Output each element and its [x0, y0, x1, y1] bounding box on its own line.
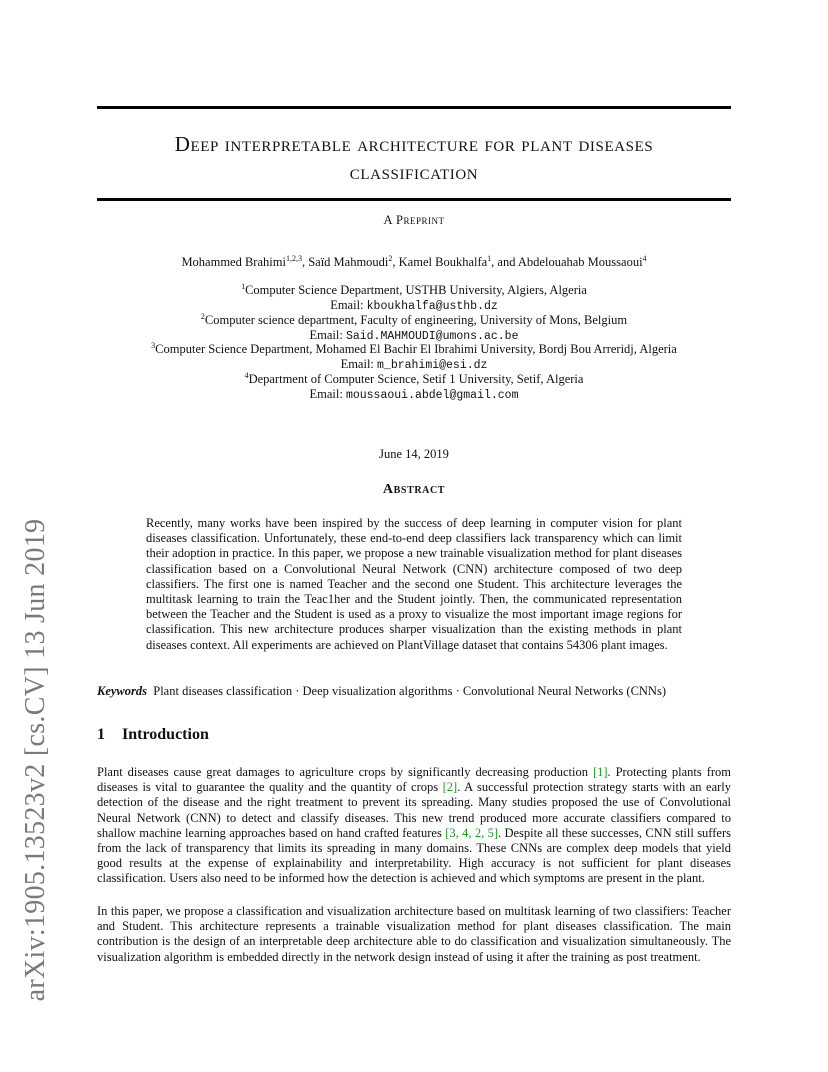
affiliation-marker: 1	[241, 281, 246, 291]
email-address[interactable]: moussaoui.abdel@gmail.com	[345, 388, 519, 402]
publication-date: June 14, 2019	[379, 447, 449, 461]
title-bottom-rule	[97, 198, 731, 201]
keywords-label: Keywords	[97, 684, 147, 698]
email-label: Email:	[330, 297, 367, 312]
section-number: 1	[97, 726, 105, 743]
paragraph-text: . Despite all these successes, CNN still suffers from the lack of transparency that limits its spreading in many domains. These CNNs are complex deep models that yield good results at the expense of explainability and interpretability. High accuracy is not sufficient for plant diseases classification. Users also need to be informed how the detection is achieved and which symptoms are present in the plant.	[97, 825, 731, 886]
affiliation-name: Computer Science Department, Mohamed El Bachir El Ibrahimi University, Bordj Bou Arreridj, Algeria	[155, 342, 677, 356]
introduction-paragraph-2: In this paper, we propose a classification and visualization architecture based on multitask learning of two classifiers: Teacher and Student. This architecture represents a trainable visualization method for plant diseases classification. The main contribution is the design of an interpretable deep architecture able to do classification and visualization simultaneously. The visualization algorithm is embedded directly in the network design instead of using it after the training as post treatment.	[97, 904, 731, 964]
affiliation-marker: 2	[200, 311, 205, 321]
paragraph-text: . A successful protection strategy starts with an early detection of the disease and the right treatment to prevent its spreading. Many studies proposed the use of Convolutional Neural Network (CNN) to detect and classify diseases. This new trend produced more accurate classifiers compared to shallow machine learning approaches based on hand crafted features	[97, 780, 732, 840]
preprint-label: A Preprint	[383, 213, 445, 227]
paragraph-text: . Protecting plants from diseases is vital to guarantee the quality and the quantity of crops	[97, 765, 731, 795]
keywords-line	[97, 684, 737, 699]
email-label: Email:	[340, 356, 378, 371]
paper-title-line-2: classification	[349, 160, 479, 184]
section-title: Introduction	[122, 726, 209, 743]
affiliation-2	[97, 313, 731, 345]
paper-title-line-1: Deep interpretable architecture for plant diseases	[174, 132, 654, 156]
citation-link[interactable]: [1]	[592, 765, 608, 779]
affiliation-1	[97, 283, 731, 315]
affiliation-3	[97, 342, 731, 374]
author-name: Abdelouahab Moussaoui	[517, 255, 643, 269]
email-address[interactable]: kboukhalfa@usthb.dz	[366, 299, 498, 313]
author-affiliation-marker: 1	[487, 253, 492, 263]
abstract-text: Recently, many works have been inspired by the success of deep learning in computer vision for plant diseases classification. Unfortunately, these end-to-end deep classifiers lack transparency which can limit their adoption in practice. In this paper, we propose a new trainable visualization method for plant diseases classification based on a Convolutional Neural Network (CNN) architecture composed of two deep classifiers. The first one is named Teacher and the second one Student. This architecture leverages the multitask learning to train the Teac1her and the Student jointly. Then, the communicated representation between the Teacher and the Student is used as a proxy to visualize the most important image regions for classification. This new architecture produces sharper visualization than the existing methods in plant diseases context. All experiments are achieved on PlantVillage dataset that contains 54306 plant images.	[146, 516, 682, 652]
paragraph-text: Plant diseases cause great damages to agriculture crops by significantly decreasing production	[97, 765, 593, 779]
author-affiliation-marker: 2	[388, 253, 393, 263]
affiliation-marker: 4	[244, 370, 249, 380]
arxiv-identifier: arXiv:1905.13523v2 [cs.CV] 13 Jun 2019	[20, 518, 51, 1002]
affiliation-4	[97, 372, 731, 404]
affiliation-name: Computer Science Department, USTHB University, Algiers, Algeria	[245, 283, 587, 297]
email-label: Email:	[309, 386, 346, 401]
title-top-rule	[97, 106, 731, 109]
author-name: Saïd Mahmoudi	[308, 255, 389, 269]
arxiv-sidebar	[14, 290, 58, 1002]
email-label: Email:	[309, 327, 346, 342]
introduction-paragraph-1	[97, 765, 731, 887]
affiliation-marker: 3	[151, 340, 156, 350]
section-heading-introduction	[97, 726, 209, 744]
author-name: Mohammed Brahimi	[181, 255, 286, 269]
affiliation-name: Department of Computer Science, Setif 1 University, Setif, Algeria	[248, 372, 584, 386]
affiliation-name: Computer science department, Faculty of engineering, University of Mons, Belgium	[204, 313, 628, 327]
citation-link[interactable]: [2]	[442, 780, 458, 795]
paper-title	[97, 130, 731, 186]
author-affiliation-marker: 1,2,3	[285, 253, 302, 263]
email-address[interactable]: Said.MAHMOUDI@umons.ac.be	[345, 329, 519, 343]
author-name: Kamel Boukhalfa	[398, 255, 488, 269]
author-affiliation-marker: 4	[642, 253, 647, 263]
author-list: Mohammed Brahimi$^{1,2,3}$, Saïd Mahmoudi$^2$, Kamel Boukhalfa$^1$, and Abdelouahab Moussaoui$^4$	[181, 253, 647, 269]
abstract-heading: Abstract	[382, 482, 446, 497]
email-address[interactable]: m_brahimi@esi.dz	[377, 358, 488, 372]
keywords-text: Plant diseases classification · Deep visualization algorithms · Convolutional Neural Networks (CNNs)	[153, 684, 666, 698]
citation-link[interactable]: [3, 4, 2, 5]	[445, 825, 498, 840]
